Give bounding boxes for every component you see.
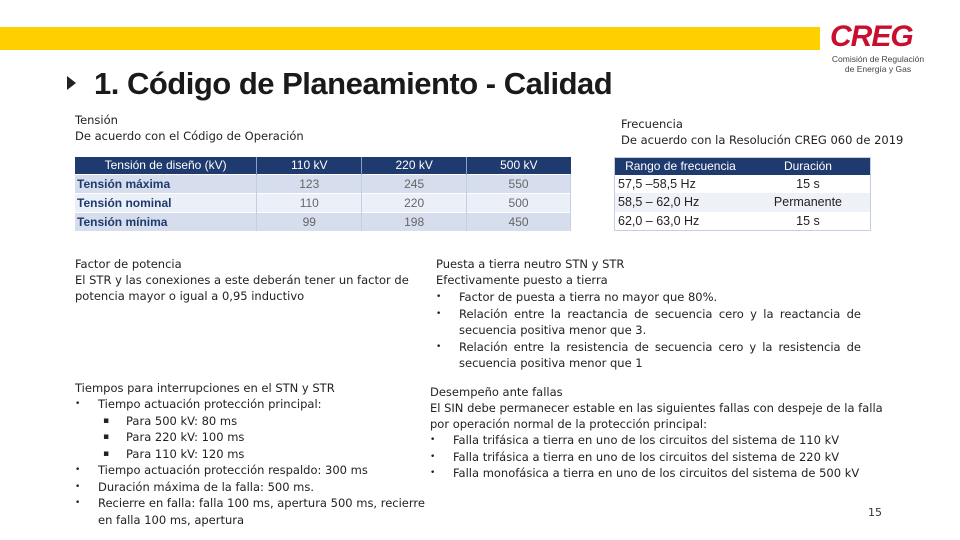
tension-col-header: Tensión de diseño (kV) — [75, 157, 257, 174]
table-cell: 245 — [362, 174, 467, 193]
table-cell: 500 — [467, 193, 571, 212]
page-title: 1. Código de Planeamiento - Calidad — [94, 66, 613, 101]
puesta-list — [436, 289, 861, 372]
square-bullet-icon: ▪ — [103, 432, 110, 442]
table-row — [615, 193, 871, 212]
bullet-icon: • — [75, 399, 81, 409]
table-cell: 123 — [257, 174, 362, 193]
bullet-icon: • — [430, 468, 436, 478]
list-item — [436, 306, 861, 339]
list-item — [436, 339, 861, 372]
list-item-text: Relación entre la resistencia de secuencia cero y la resistencia de secuencia positiva menor que 1 — [459, 339, 861, 370]
bullet-icon: • — [75, 498, 81, 508]
sub-list-item — [75, 429, 425, 446]
table-cell: 110 — [257, 193, 362, 212]
bullet-icon: • — [430, 435, 436, 445]
list-item-text: Tiempo actuación protección respaldo: 300 ms — [98, 463, 368, 477]
factor-text-line2: potencia mayor o igual a 0,95 inductivo — [75, 289, 305, 303]
creg-logo — [826, 22, 936, 78]
tension-subheading: De acuerdo con el Código de Operación — [75, 129, 304, 143]
list-item-text: Falla trifásica a tierra en uno de los circuitos del sistema de 220 kV — [453, 449, 840, 464]
table-cell: 15 s — [796, 213, 820, 228]
bullet-icon: • — [436, 292, 442, 302]
table-cell: 450 — [467, 212, 571, 231]
table-row — [75, 212, 571, 231]
sub-list-item-text: Para 110 kV: 120 ms — [126, 446, 245, 461]
list-item-text: Falla monofásica a tierra en uno de los circuitos del sistema de 500 kV — [453, 466, 860, 480]
table-cell: Permanente — [746, 193, 871, 212]
table-cell: 15 s — [796, 176, 820, 191]
list-item-text: Relación entre la reactancia de secuencia cero y la reactancia de secuencia positiva menor que 3. — [459, 306, 861, 337]
list-item-text: Duración máxima de la falla: 500 ms. — [98, 479, 315, 494]
list-item — [436, 289, 861, 306]
square-bullet-icon: ▪ — [103, 448, 110, 459]
title-arrow-icon — [67, 76, 76, 90]
frecuencia-subheading: De acuerdo con la Resolución CREG 060 de 2019 — [621, 133, 904, 147]
factor-text-line1: El STR y las conexiones a este deberán tener un factor de — [75, 273, 409, 287]
bullet-icon: • — [75, 481, 81, 492]
table-cell: Tensión máxima — [75, 174, 257, 193]
tension-table — [75, 157, 571, 231]
table-cell: 198 — [362, 212, 467, 231]
list-item — [430, 465, 859, 482]
bullet-icon: • — [436, 341, 442, 352]
frecuencia-table — [614, 157, 871, 231]
list-item-text: Falla trifásica a tierra en uno de los circuitos del sistema de 110 kV — [453, 433, 840, 447]
list-item — [75, 479, 425, 496]
frecuencia-heading: Frecuencia — [621, 117, 683, 131]
list-item-continuation — [75, 512, 425, 529]
page-number: 15 — [868, 506, 882, 519]
frecuencia-col-header: Rango de frecuencia — [615, 158, 746, 175]
table-cell: 220 — [362, 193, 467, 212]
list-item-text: Recierre en falla: falla 100 ms, apertura 500 ms, recierre — [98, 496, 425, 510]
desempeno-list — [430, 432, 859, 482]
tiempos-heading: Tiempos para interrupciones en el STN y STR — [75, 381, 335, 395]
list-item-text: Tiempo actuación protección principal: — [98, 397, 322, 411]
sub-list-item-text: Para 220 kV: 100 ms — [126, 430, 245, 444]
tension-col-header: 500 kV — [467, 157, 571, 174]
desempeno-text-line2: por operación normal de la protección principal: — [430, 417, 707, 431]
puesta-subheading: Efectivamente puesto a tierra — [436, 273, 608, 287]
list-item — [75, 396, 425, 413]
sub-list-item — [75, 446, 425, 463]
bullet-icon: • — [75, 465, 81, 475]
table-cell: 58,5 – 62,0 Hz — [615, 193, 746, 212]
sub-list-item — [75, 413, 425, 430]
tension-col-header: 110 kV — [257, 157, 362, 174]
table-row — [615, 212, 871, 231]
factor-heading: Factor de potencia — [75, 257, 182, 271]
desempeno-text-line1: El SIN debe permanecer estable en las siguientes fallas con despeje de la falla — [430, 401, 883, 415]
list-item-text: en falla 100 ms, apertura — [98, 512, 245, 527]
list-item — [430, 432, 859, 449]
table-cell: Tensión nominal — [75, 193, 257, 212]
desempeno-heading: Desempeño ante fallas — [430, 385, 563, 399]
table-cell: 550 — [467, 174, 571, 193]
list-item — [75, 462, 425, 479]
list-item — [430, 449, 859, 466]
table-row — [615, 175, 871, 194]
logo-wordmark: CREG — [830, 20, 913, 53]
bullet-icon: • — [430, 451, 436, 462]
frecuencia-col-header: Duración — [746, 158, 871, 175]
table-cell: Tensión mínima — [75, 212, 257, 231]
list-item — [75, 495, 425, 512]
bullet-icon: • — [436, 308, 442, 319]
tension-heading: Tensión — [75, 113, 118, 127]
logo-subtitle-1: Comisión de Regulación — [831, 54, 925, 64]
frecuencia-table-header — [615, 158, 871, 175]
table-row — [75, 193, 571, 212]
logo-subtitle-2: de Energía y Gas — [844, 64, 912, 74]
tiempos-list — [75, 396, 425, 528]
table-cell: 99 — [257, 212, 362, 231]
list-item-text: Factor de puesta a tierra no mayor que 80%. — [459, 290, 718, 304]
tension-table-header — [75, 157, 571, 174]
table-row — [75, 174, 571, 193]
puesta-heading: Puesta a tierra neutro STN y STR — [436, 257, 625, 271]
tension-col-header: 220 kV — [362, 157, 467, 174]
sub-list-item-text: Para 500 kV: 80 ms — [126, 413, 238, 428]
square-bullet-icon: ▪ — [103, 415, 110, 426]
header-accent-bar — [0, 27, 820, 50]
table-cell: 62,0 – 63,0 Hz — [618, 213, 700, 228]
table-cell: 57,5 –58,5 Hz — [618, 176, 696, 191]
